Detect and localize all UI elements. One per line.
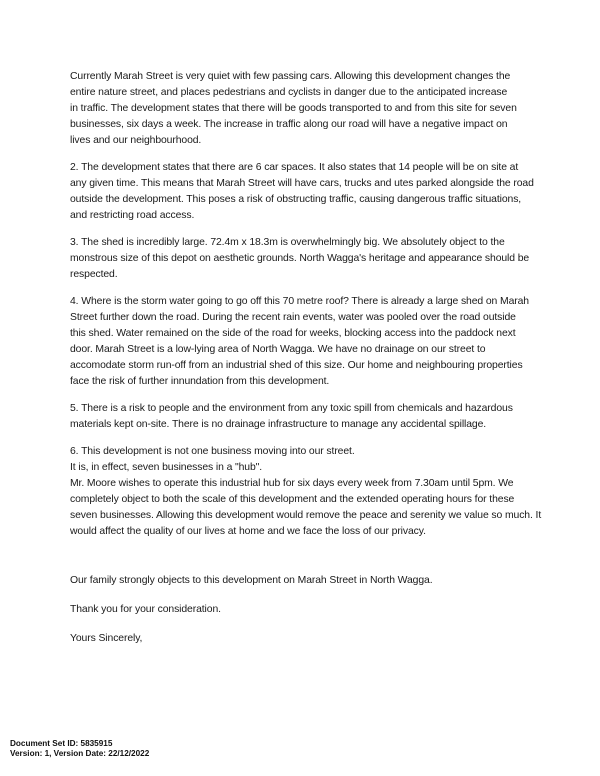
paragraph-line: 2. The development states that there are 6 car spaces. It also states that 14 people will be on site at	[70, 162, 519, 173]
letter-body	[70, 69, 550, 660]
closing-line-1: Our family strongly objects to this development on Marah Street in North Wagga.	[70, 575, 433, 586]
paragraph-list	[70, 69, 550, 540]
paragraph-line: this shed. Water remained on the side of the road for weeks, blocking access into the paddock next	[70, 328, 516, 339]
paragraph-line: any given time. This means that Marah Street will have cars, trucks and utes parked alongside the road	[70, 178, 534, 189]
paragraph-3	[70, 235, 550, 283]
paragraph-line: and restricting road access.	[70, 210, 195, 221]
paragraph-line: 4. Where is the storm water going to go off this 70 metre roof? There is already a large shed on Marah	[70, 296, 529, 307]
paragraph-line: Street further down the road. During the recent rain events, water was pooled over the road outside	[70, 312, 516, 323]
paragraph-5	[70, 401, 550, 433]
paragraph-line: 3. The shed is incredibly large. 72.4m x 18.3m is overwhelmingly big. We absolutely object to the	[70, 237, 505, 248]
closing-line-2: Thank you for your consideration.	[70, 604, 221, 615]
paragraph-line: door. Marah Street is a low-lying area of North Wagga. We have no drainage on our street to	[70, 344, 486, 355]
paragraph-line: monstrous size of this depot on aesthetic grounds. North Wagga's heritage and appearance should be	[70, 253, 530, 264]
paragraph-line: Currently Marah Street is very quiet with few passing cars. Allowing this development changes the	[70, 71, 511, 82]
closing-line-3: Yours Sincerely,	[70, 633, 143, 644]
paragraph-line: would affect the quality of our lives at home and we face the loss of our privacy.	[70, 526, 426, 537]
paragraph-6	[70, 444, 550, 540]
document-set-id: Document Set ID: 5835915	[10, 739, 113, 748]
paragraph-line: entire nature street, and places pedestrians and cyclists in danger due to the anticipated increase	[70, 87, 508, 98]
closing-section	[70, 573, 550, 647]
paragraph-line: It is, in effect, seven businesses in a "hub".	[70, 462, 263, 473]
paragraph-line: Mr. Moore wishes to operate this industrial hub for six days every week from 7.30am until 5pm. We	[70, 478, 514, 489]
paragraph-line: completely object to both the scale of this development and the extended operating hours for these	[70, 494, 515, 505]
paragraph-line: lives and our neighbourhood.	[70, 135, 202, 146]
document-footer	[10, 739, 149, 759]
paragraph-line: 6. This development is not one business moving into our street.	[70, 446, 355, 457]
paragraph-line: seven businesses. Allowing this development would remove the peace and serenity we value so much. It	[70, 510, 542, 521]
paragraph-1	[70, 69, 550, 149]
version-info: Version: 1, Version Date: 22/12/2022	[10, 749, 150, 758]
paragraph-line: respected.	[70, 269, 118, 280]
paragraph-2	[70, 160, 550, 224]
paragraph-line: face the risk of further innundation from this development.	[70, 376, 330, 387]
paragraph-line: businesses, six days a week. The increase in traffic along our road will have a negative impact on	[70, 119, 508, 130]
paragraph-line: materials kept on-site. There is no drainage infrastructure to manage any accidental spillage.	[70, 419, 487, 430]
paragraph-line: in traffic. The development states that there will be goods transported to and from this site for seven	[70, 103, 517, 114]
paragraph-line: accomodate storm run-off from an industrial shed of this size. Our home and neighbouring properties	[70, 360, 523, 371]
spacer	[70, 551, 550, 573]
paragraph-4	[70, 294, 550, 390]
paragraph-line: outside the development. This poses a risk of obstructing traffic, causing dangerous traffic situations,	[70, 194, 522, 205]
paragraph-line: 5. There is a risk to people and the environment from any toxic spill from chemicals and hazardous	[70, 403, 513, 414]
